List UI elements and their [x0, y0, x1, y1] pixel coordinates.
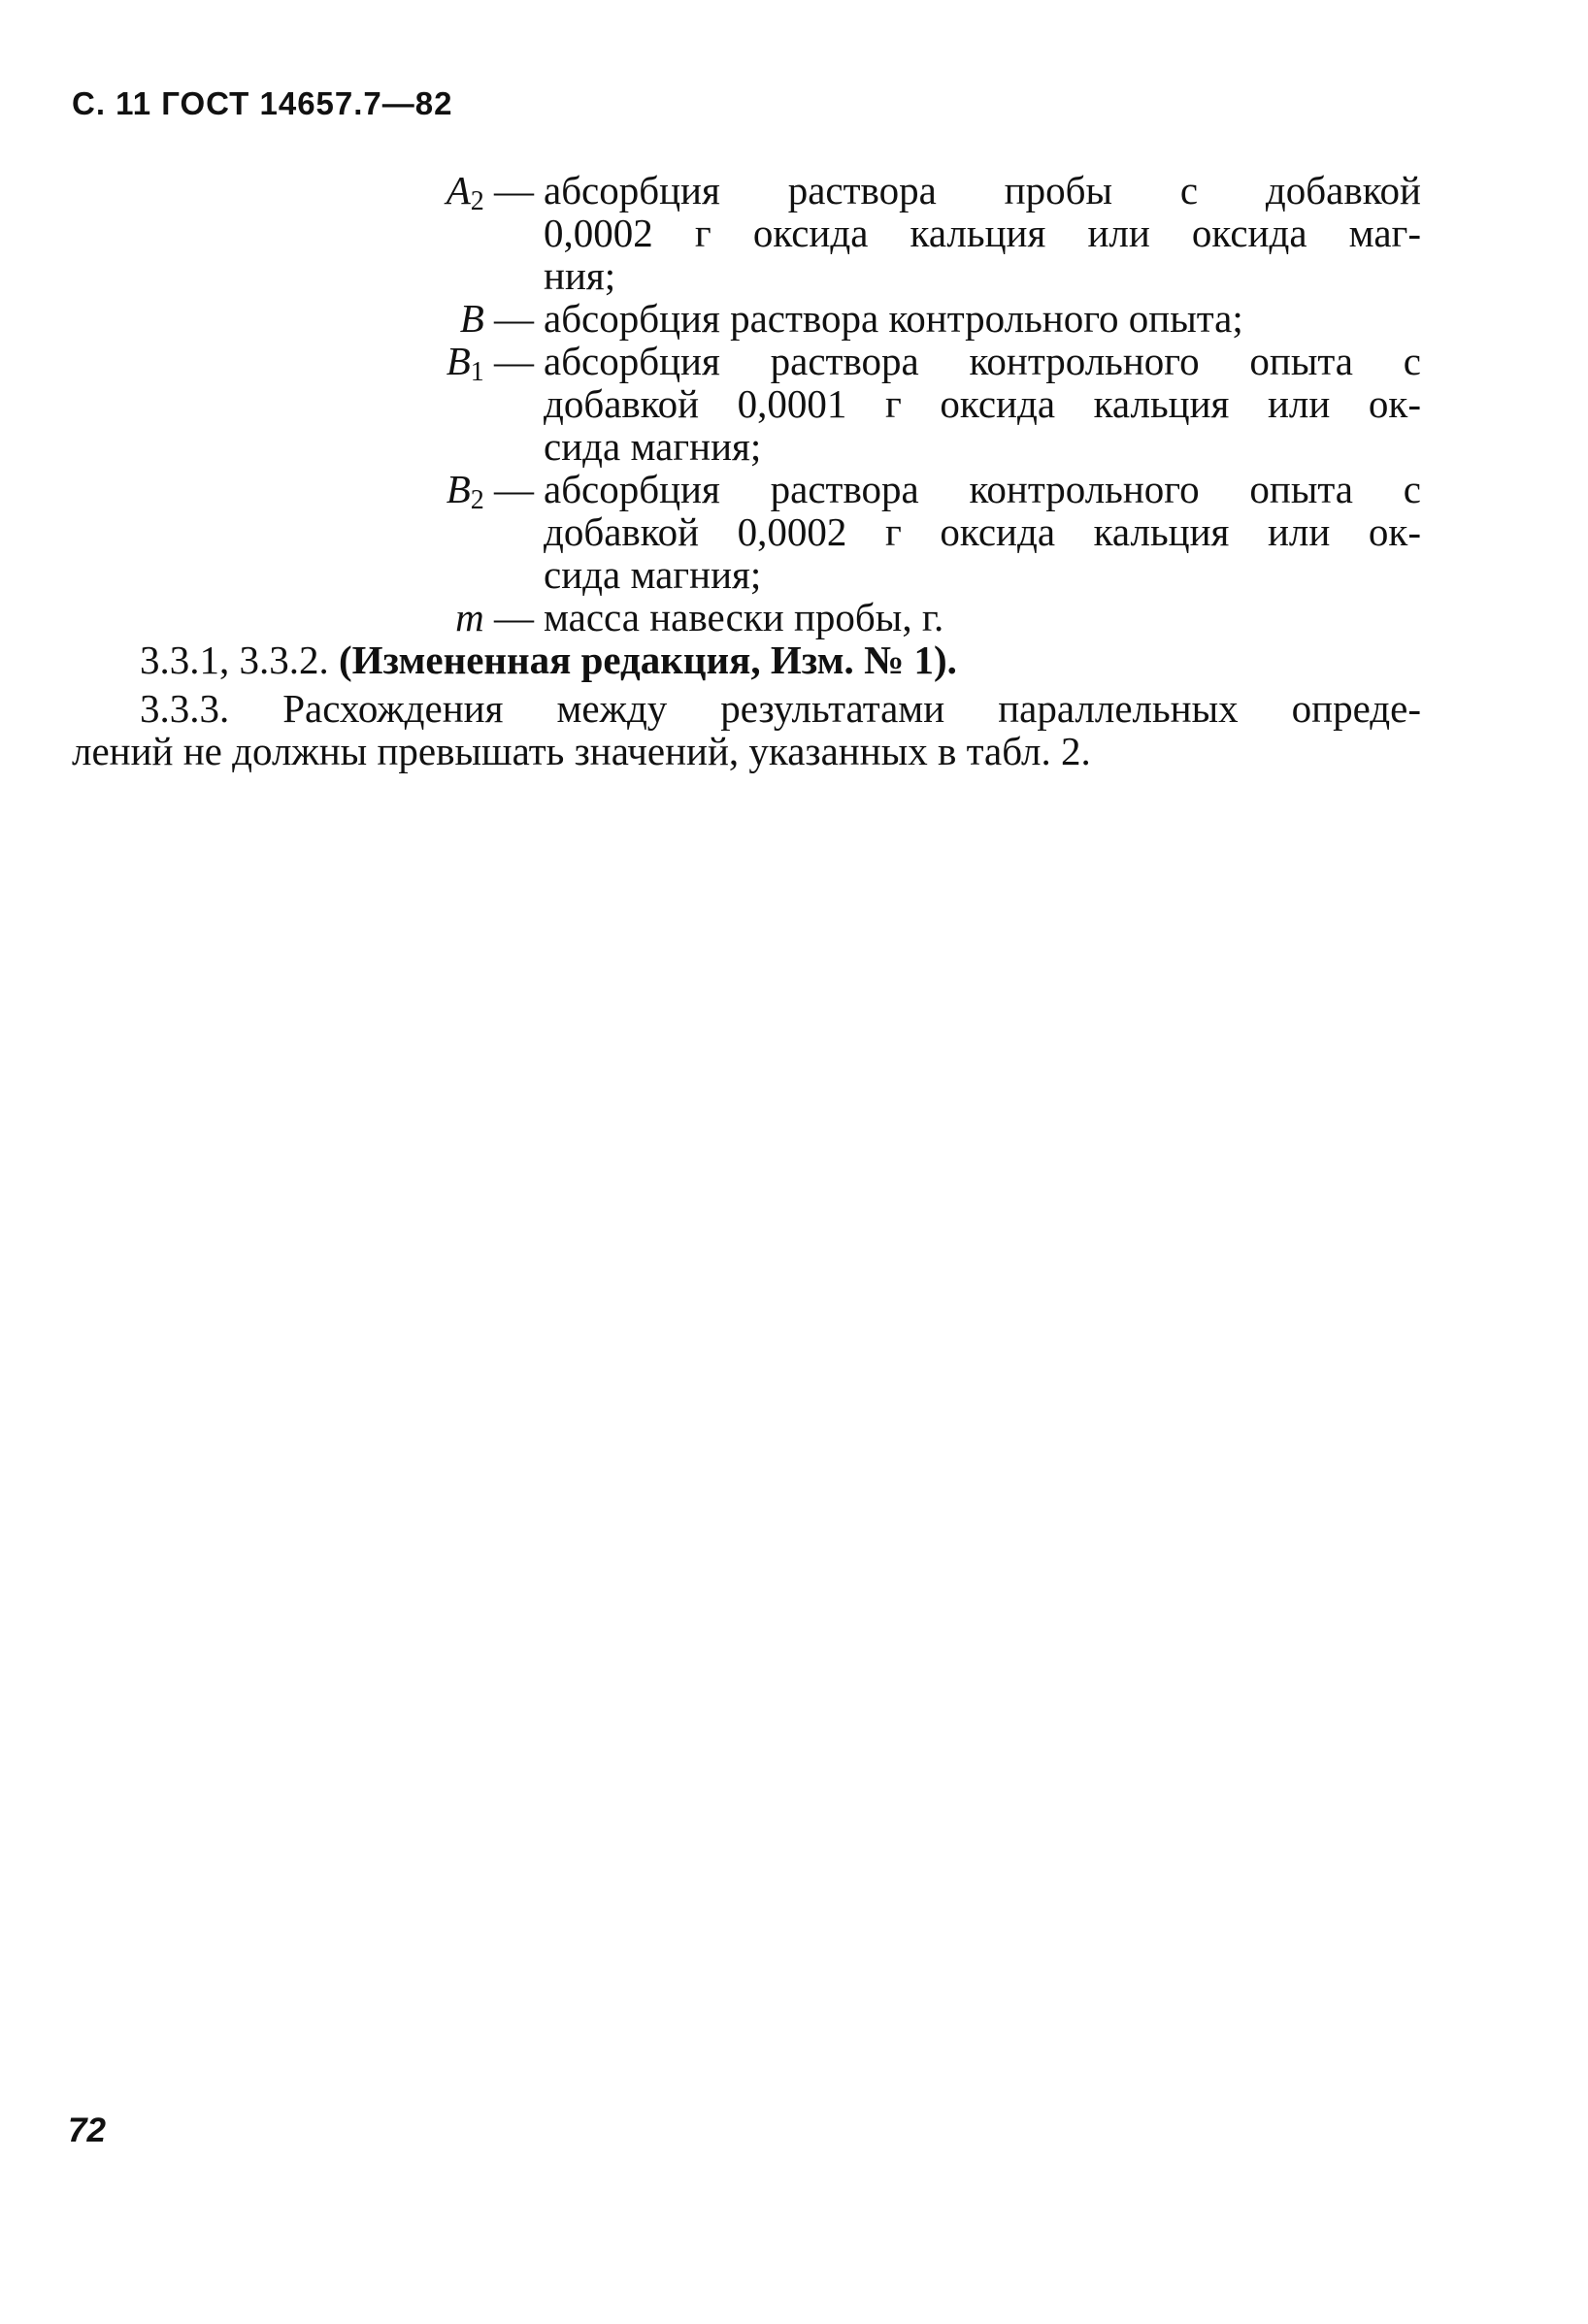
term-symbol: B — [446, 339, 471, 383]
term-subscript: 2 — [470, 186, 484, 216]
amendment-bold: (Измененная редакция, Изм. № 1). — [339, 638, 957, 682]
definition-line: абсорбция раствора контрольного опыта; — [544, 296, 1243, 341]
definition-text — [544, 340, 1421, 468]
term-dash: — — [483, 467, 534, 511]
definition-line: абсорбция раствора контрольного опыта с — [544, 339, 1421, 383]
definition-line: абсорбция раствора пробы с добавкой — [544, 168, 1421, 213]
definition-line: добавкой 0,0001 г оксида кальция или ок- — [544, 381, 1421, 426]
paragraph-line-text: 3.3.3. Расхождения между результатами параллельных опреде- — [140, 686, 1421, 731]
definition-line: сида магния; — [544, 552, 762, 597]
term-subscript: 1 — [470, 357, 484, 387]
page-number: 72 — [68, 2111, 106, 2149]
definition-term — [447, 340, 534, 394]
term-symbol: B — [446, 467, 471, 511]
amendment-note — [72, 638, 1421, 681]
definition-line: абсорбция раствора контрольного опыта с — [544, 467, 1421, 511]
term-dash: — — [483, 339, 534, 383]
definition-term — [447, 169, 534, 223]
amendment-prefix: 3.3.1, 3.3.2. — [140, 638, 339, 682]
term-symbol: B — [459, 296, 484, 341]
definition-text — [544, 468, 1421, 596]
definition-line: 0,0002 г оксида кальция или оксида маг- — [544, 211, 1421, 255]
definition-text — [544, 596, 1421, 638]
term-dash: — — [483, 296, 534, 341]
definition-a2 — [0, 169, 1588, 297]
definition-b2 — [0, 468, 1588, 596]
definition-text — [544, 297, 1421, 340]
paragraph-line — [72, 687, 1421, 730]
definition-line: добавкой 0,0002 г оксида кальция или ок- — [544, 509, 1421, 554]
definitions-list — [0, 169, 1588, 638]
term-symbol: m — [455, 595, 484, 639]
paragraph-line: лений не должны превышать значений, указанных в табл. 2. — [72, 729, 1091, 773]
definition-line: ния; — [544, 253, 616, 298]
definition-m — [0, 596, 1588, 638]
definition-text — [544, 169, 1421, 297]
paragraph-3-3-3 — [72, 687, 1421, 772]
term-symbol: A — [446, 168, 471, 213]
definition-term — [447, 468, 534, 522]
term-dash: — — [483, 168, 534, 213]
definition-line: сида магния; — [544, 424, 762, 469]
definition-b1 — [0, 340, 1588, 468]
term-dash: — — [483, 595, 534, 639]
page-header: С. 11 ГОСТ 14657.7—82 — [72, 85, 453, 121]
definition-line: масса навески пробы, г. — [544, 595, 944, 639]
definition-b — [0, 297, 1588, 340]
term-subscript: 2 — [470, 485, 484, 515]
